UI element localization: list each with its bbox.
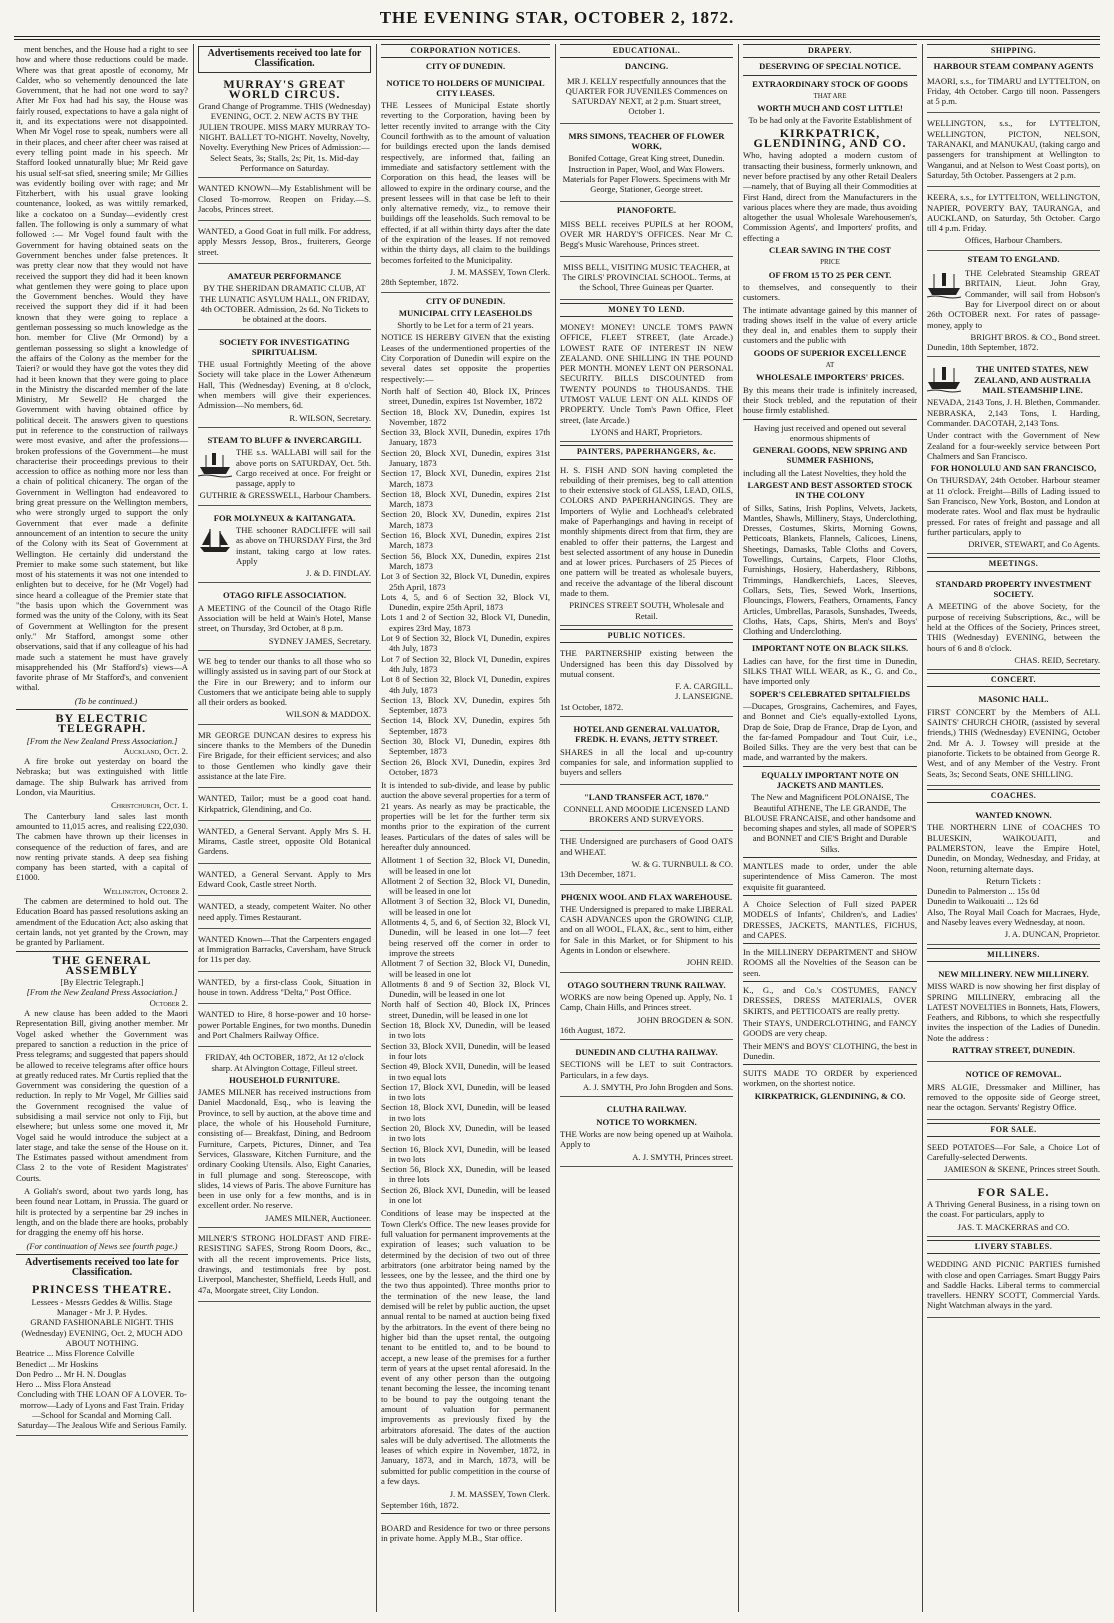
standard-text: A MEETING of the above Society, for the purpose of receiving Subscriptions, &c., will be held at the Offices of the Society, Princes street, THIS (Wednesday) EVENING, between the hours of 6 and 8 o'clock. [927,601,1100,653]
lease-item: Lots 1 and 2 of Section 32, Block VI, Dunedin, expires 23rd May, 1873 [381,612,550,633]
clutha2-title: CLUTHA RAILWAY. [606,1104,687,1115]
allotment-item: Section 17, Block XVI, Dunedin, will be leased in two lots [381,1081,550,1103]
trunk-signature: JOHN BROGDEN & SON. [637,1014,733,1025]
notice-text: THE Lessees of Municipal Estate shortly reverting to the Corporation, having been by letter recently invited to arrange with the City Council forthwith as to the amount of valuation for buildings erected upon the lands demised respectively, are informed that, failing an immediate and satisfactory settlement with the Corporation on this head, the leases will be allowed to expire in the ordinary course, and the present lessees will in that case be left to their only alternative remedy, viz., to remove their buildings off the leaseholds. Such removal to be effected, if at all within thirty days after the date of the expiration of the leases. If not removed within the thirty days, all claim to the buildings becomes forfeited to the Municipality. [381,100,550,265]
assembly-date: October 2. [149,997,188,1008]
allotment-item: North half of Section 40, Block IX, Princes street, Dunedin, will be leased in one lot [381,999,550,1020]
dateline-auckland: Auckland, Oct. 2. [123,745,188,756]
lease-item: Section 18, Block XV, Dunedin, expires 1st November, 1872 [381,406,550,427]
phoenix-title: PHŒNIX WOOL AND FLAX WAREHOUSE. [560,891,733,902]
land-title: "LAND TRANSFER ACT, 1870." [583,791,709,802]
telegraph-source: [From the New Zealand Press Association.] [26,735,178,746]
wanted-goat-ad: WANTED, a Good Goat in full milk. For address, apply Messrs Jessop, Bros., fruiterers, George street. [198,226,371,257]
circus-title: MURRAY'S GREAT WORLD CIRCUS. [223,76,346,101]
conditions-text: Conditions of lease may be inspected at the Town Clerk's Office. The new leases provide for full valuation for permanent improvements at the expiration of leases; such valuation to be determined by the decision of two out of three arbitrators (one arbitrator being named by the lessees, one by the lessee, and the third one by the two thus appointed). Three months prior to the termination of the new lease, the land demised will be relet by public auction, the upset annual rental to be named at auction being fixed by the arbitrators. In the event of there being no higher bid than the upset rental, the outgoing tenant to be entitled to, and to be bound to accept, a new lease of the premises for a further term of years at the upset rental aforesaid. In the event of any other person than the outgoing tenant becoming the lessee, the incoming tenant to be bound to pay the outgoing tenant the amount of valuation for permanent improvements as previously fixed by the arbitrators aforesaid. The dates of the auction sales will be duly advertised. The allotments the leases of which expire in November, 1872, in January, 1873, and in March, 1873, will be submitted for public competition in the course of a few days. [381,1208,550,1487]
britain-signature: BRIGHT BROS. & CO., Bond street. [970,331,1100,342]
potatoes-signature: JAMIESON & SKENE, Princes street South. [944,1164,1100,1175]
wanted-known-ad: WANTED KNOWN—My Establishment will be Closed To-morrow. Reopen on Friday.—S. Jacobs, Princes street. [198,183,371,214]
fare-row: Dunedin to Waikouaiti ... 12s 6d [927,896,1039,907]
lease-item: Section 18, Block XVI, Dunedin, expires 21st March, 1873 [381,488,550,510]
black-silks-text: Ladies can have, for the first time in Dunedin, SILKS THAT WILL WEAR, as K., G. and Co., have imported only [743,655,917,687]
assembly-subheading: [By Electric Telegraph.] [60,977,144,988]
harbour-title: HARBOUR STEAM COMPANY AGENTS [933,61,1094,72]
conditions-signature: J. M. MASSEY, Town Clerk. [449,1489,550,1500]
suits-text: SUITS MADE TO ORDER by experienced workmen, on the shortest notice. [743,1068,917,1089]
keera-text: KEERA, s.s., for LYTTELTON, WELLINGTON, NAPIER, POVERTY BAY, TAURANGA, and AUCKLAND, on Saturday, 5th October. Cargo till 4 p.m. Friday. [927,192,1100,234]
divider [16,709,188,710]
column-news [16,44,188,1612]
circus-ad [198,75,371,179]
cast-item: Hero ... Miss Flora Anstead [16,1379,111,1390]
masonic-title: MASONIC HALL. [978,694,1049,705]
society-text: THE usual Fortnightly Meeting of the above Society will take place in the Lower Athenæum Hall, This (Wednesday) Evening, at 8 o'clock, when members will give their experiences. Admission—No members, 6d. [198,359,371,411]
steam-title: STEAM TO BLUFF & INVERCARGILL [207,434,362,445]
pawn-text: MONEY! MONEY! UNCLE TOM'S PAWN OFFICE, FLEET STREET, (late Arcade.) LOWEST RATE OF INTEREST IN NEW ZEALAND. ONE SHILLING IN THE POUND PER MONTH. MONEY LENT ON PERSONAL SECURITY. BILLS DISCOUNTED from TWENTY POUNDS to THOUSANDS. THE UTMOST VALUE LENT ON ALL KINDS OF PROPERTY. Uncle Tom's Pawn Office, Fleet street, (late Arcade.) [560,321,733,425]
lease-item: Lot 7 of Section 32, Block VI, Dunedin, expires 4th July, 1873 [381,653,550,674]
lease-item: Section 14, Block XV, Dunedin, expires 5th September, 1873 [381,715,550,736]
kg-text: Who, having adopted a modern custom of transacting their business, formerly unknown, and never before practised by any other Retail Dealers—namely, that of Buying all their Commodities at First Hand, direct from the Manufacturers in the various places where they are made, thus avoiding altogether the usual Wholesale Warehousemen's, Commission Agents', and Importers' profits, and effecting a [743,150,917,243]
evans-ad [560,720,733,784]
section-heading: SHIPPING. [927,44,1100,58]
assembly-text: A new clause has been added to the Maori Representation Bill, giving another member. Mr Vogel asked whether the Government was prepared to sanction a reduction in the price of Press telegrams; and suggested that papers should be allowed to receive telegrams after office hours at greatly reduced rates. Mr Curtis replied that the Government was considering the question of a reduction. In reply to Mr Vogel, Mr Gillies said the Government recognised the value of subsidising a mail service not only to Fiji, but elsewhere; but unless some one moved it, Mr Vogel said he would introduce the subject at a later stage, and take the sense of the House on it. The Estimates passed without amendment from Class 2 to the vote of Resident Magistrates' Courts. [16,1008,188,1183]
duncan-thanks: MR GEORGE DUNCAN desires to express his sincere thanks to the Members of the Dunedin Fire Brigade, for their efficient services; and also to those Gentlemen who kindly gave their assistance at the late Fire. [198,729,371,781]
wanted-ad: WANTED, a General Servant. Apply to Mrs Edward Cook, Castle street North. [198,868,371,889]
parliament-text: ment benches, and the House had a right to see how and where those reductions could be made. Where was that great apostle of economy, Mr Calder, who so vehemently denounced the late Government, that he had not one word to say? After Mr Fox had had his say, the House was fairly roused, expectations to have a gala night of it, and its expectations were not disappointed. When Mr Vogel rose to speak, numbers were all in their places, and cheer after cheer was raised at every telling point made in his speech. Mr Stafford looked unnaturally blue; Mr Reid gave his usual self-sat sfied, sneering smile; Mr Gillies was evidently boiling over with rage; and Mr Fitzherbert, with his usual grave looking countenance, looked, as was wittily remarked, like a cockatoo on a Sunday—evidently crest fallen. The following is only a summary of what followed :— Mr Vogel found fault with the Government for having obtained seats on the Government benches under false pretences. It was pretty clear now that they would not have received the support they did had it been known what gentlemen they were going to place upon the Government benches. Would they have received the support they did if it had been known that they were going to replace a gentleman possessing so much knowledge as the hon. member for Clive (Mr Ormond) by a gentleman possessing so slight a knowledge of the affairs of the Colony as the member for the Taieri? or would they have got the votes they did had it been known that they were going to place in the Ministry the discarded member of the late Ministry, Mr Sewell? He charged the Government with having obtained office by political deceit. The answers given to questions put in reference to the construction of railways were most evasive, and after the professions—broken professions of the Government—he must characterise their proceedings previous to their accession to office as nothing more nor less than a chain of political chicanery. The organ of the Government in Wellington had endeavored to bring great pressure on the Wellington members, who were strongly urged to support the only Government that ever made a definite announcement of an intention to secure the unity of the Colony with its Seat of Government at Wellington. He certainly did understand the Premier to make some such statement, but like most of his statements it was not one intended to enlighten but to deceive, for he (Mr Vogel) had since heard a colleague of the Premier state that "the basis upon which the Government was formed was the unity of the Colony, with its Seat of Government at Wellington for the present only." Mr Stafford, amongst some other observations, said that if any colleague of his had made such a statement he must have gravely misapprehended his (Mr Stafford's) views—A favorite phrase of Mr Stafford's, and convenient withal. [16,44,188,693]
section-heading: LIVERY STABLES. [927,1240,1100,1254]
connell-text: CONNELL AND MOODIE LICENSED LAND BROKERS AND SURVEYORS. [563,803,730,825]
coaches-ad [927,806,1100,945]
theatre-title: PRINCESS THEATRE. [32,1282,172,1297]
allotment-item: Section 18, Block XVI, Dunedin, will be leased in two lots [381,1102,550,1123]
notice-title: NOTICE TO HOLDERS OF MUNICIPAL CITY LEASES. [386,77,545,98]
forsale-signature: JAS. T. MACKERRAS and CO. [957,1221,1070,1232]
intended-text: It is intended to sub-divide, and lease by public auction the above several properties for a term of 21 years. As nearly as may be practicable, the properties will be let for the further term six months prior to the expiration of the current leases. Particulars of the dates of sales will be hereafter duly announced. [381,780,550,852]
steamship-icon [198,449,232,479]
lease-item: Section 26, Block XVI, Dunedin, expires 3rd October, 1873 [381,756,550,777]
molyneux-ad [198,509,371,584]
rifle-text: A MEETING of the Council of the Otago Rifle Association will be held at Wain's Hotel, Manse street, on Thursday, 3rd October, at 8 p.m. [198,602,371,634]
sopers-title: SOPER'S CELEBRATED SPITALFIELDS [749,688,911,699]
assembly-heading: THE GENERAL ASSEMBLY [52,952,152,977]
leaseholds-sub: Shortly to be Let for a term of 21 years. [397,320,534,331]
lease-item: Section 33, Block XVII, Dunedin, expires 17th January, 1873 [381,427,550,448]
lease-item: Section 20, Block XV, Dunedin, expires 21st March, 1873 [381,509,550,530]
pawn-signature: LYONS and HART, Proprietors. [590,426,703,437]
phoenix-signature: JOHN REID. [686,957,733,968]
radcliffe-signature: J. & D. FINDLAY. [306,568,371,579]
customers-text: to themselves, and consequently to their customers. [743,281,917,303]
allotment-item: Section 20, Block XV, Dunedin, will be leased in two lots [381,1122,550,1144]
parliament-report [16,44,188,706]
wanted-ad: WANTED, by a first-class Cook, Situation in house in town. Address "Delta," Post Office. [198,976,371,998]
notice-date: 28th September, 1872. [381,277,459,288]
britain-text: THE Celebrated Steamship GREAT BRITAIN, Lieut. John Gray, Commander, will sail from Hobson's Bay for Liverpool direct on or about 26th OCTOBER next. For rates of passage-money, apply to [927,268,1100,330]
radcliffe-text: THE schooner RADCLIFFE will sail as above on THURSDAY First, the 3rd instant, taking cargo at low rates. Apply [236,524,371,566]
price-of: PRICE [820,258,840,267]
fish-ad [560,463,733,626]
lease-item: Lots 4, 5, and 6 of Section 32, Block VI, Dunedin, expire 25th April, 1873 [381,591,550,613]
largest-title: LARGEST AND BEST ASSORTED STOCK IN THE COLONY [747,479,913,501]
keera-ad [927,190,1100,250]
clutha-text: SECTIONS will be LET to suit Contractors. Particulars, in a few days. [560,1059,733,1080]
jackets-title: EQUALLY IMPORTANT NOTE ON JACKETS AND MANTLES. [761,769,899,790]
partnership-signature: F. A. CARGILL. [675,681,733,692]
wanted-ad: WANTED, Tailor; must be a good coat hand. Kirkpatrick, Glendining, and Co. [198,793,371,814]
black-silks-title: IMPORTANT NOTE ON BLACK SILKS. [751,643,909,654]
honolulu-title: FOR HONOLULU AND SAN FRANCISCO, [930,463,1097,474]
forsale-text: A Thriving General Business, in a rising town on the coast. For particulars, apply to [927,1199,1100,1220]
allotment-list [381,855,550,1205]
rattray-address: RATTRAY STREET, DUNEDIN. [952,1045,1075,1056]
allotment-item: Allotment 2 of Section 32, Block VI, Dunedin, will be leased in one lot [381,875,550,897]
partnership-signature: J. LANSEIGNE. [674,691,733,702]
jackets-text: The New and Magnificent POLONAISE, The Beautiful ATHENE, The LE GRANDE, The BLOUSE FRANCAISE, and other handsome and becoming shapes and styles, all made of SOPER'S and BONNET and CIE'S Bright and Durable Silks. [743,792,917,854]
christchurch-news: The Canterbury land sales last month amounted to 11,015 acres, and realising £22,030. The cabmen have thrown up their licenses in consequence of the reduction of fares, and are now renting private stands. A deep sea fishing company has been started, with a capital of £1000. [16,810,188,883]
rifle-title: OTAGO RIFLE ASSOCIATION. [222,590,347,601]
lease-item: Section 13, Block XV, Dunedin, expires 5th September, 1873 [381,694,550,716]
favorite-text: To be had only at the Favorite Establishment of [748,115,912,126]
milner-text: JAMES MILNER has received instructions from Daniel Macdonald, Esq., who is leaving the Province, to sell by auction, at the above time and place, the whole of his Household Furniture, consisting of— Breakfast, Dining, and Bedroom Furniture, Carpets, Pictures, Dinner, and Tea Services, Glassware, Kitchen Furniture, and the ordinary Cooking Utensils. Also, Eight Canaries, in full plumage and song. Stereoscope, with slides, 14 views of Paris. The above Furniture has been in use only for a few months, and is in excellent order. No reserve. [198,1087,371,1211]
that-are: THAT ARE [813,91,847,100]
mail-line-ad [927,360,1100,554]
section-heading: CONCERT. [927,673,1100,687]
livery-ad: WEDDING AND PICNIC PARTIES furnished with close and open Carriages. Smart Buggy Pairs and Saddle Hacks. Liberal terms to commercial travellers. HENRY SCOTT, Commercial Yards. Night Watchman always in the yard. [927,1259,1100,1311]
allotment-item: Section 16, Block XVI, Dunedin, will be leased in two lots [381,1143,550,1164]
theatre-ad [16,1280,188,1435]
wanted-ad: WANTED Known—That the Carpenters engaged at Immigration Barracks, Caversham, have Struck for 11s per day. [198,933,371,965]
allotment-item: Allotments 8 and 9 of Section 32, Block VI, Dunedin, will be leased in one lot [381,978,550,1000]
section-heading: EDUCATIONAL. [560,44,733,58]
lease-item: Lot 9 of Section 32, Block VI, Dunedin, expires 4th July, 1873 [381,633,550,654]
simons-title: MRS SIMONS, TEACHER OF FLOWER WORK, [568,130,725,152]
sword-news: A Goliah's sword, about two yards long, has been found near Lottam, in Prussia. The guard or hilt is protected by a serpentine bar 29 inches in length, and on the blade there are hooks, probably for dragging the enemy off his horse. [16,1186,188,1238]
lease-item: Section 17, Block XVI, Dunedin, expires 21st March, 1873 [381,468,550,489]
furniture-auction-ad [198,1050,371,1228]
trunk-title: OTAGO SOUTHERN TRUNK RAILWAY. [567,979,726,990]
society-signature: R. WILSON, Secretary. [289,412,371,423]
amateur-text: BY THE SHERIDAN DRAMATIC CLUB, AT THE LUNATIC ASYLUM HALL, ON FRIDAY, 4th OCTOBER. Admission, 2s 6d. No Tickets to be obtained at the doors. [199,283,370,325]
allotment-item: Section 18, Block XV, Dunedin, will be leased in two lots [381,1020,550,1041]
partnership-date: 1st October, 1872. [560,701,624,712]
column-educational [560,44,733,1612]
leaseholds-title: MUNICIPAL CITY LEASEHOLDS [398,307,533,318]
workmen-text: THE Works are now being opened up at Waihola. Apply to [560,1128,733,1150]
section-heading: PUBLIC NOTICES. [560,629,733,643]
masthead: THE EVENING STAR, OCTOBER 2, 1872. [379,8,735,27]
section-heading: MONEY TO LEND. [560,303,733,317]
received-text: Having just received and opened out several enormous shipments of [753,422,907,443]
column-divider [922,44,923,1612]
phoenix-ad [560,888,733,973]
sopers-text: —Ducapes, Grosgrains, Cachemires, and Fayes, and Bonnet and Cie's equally-extolled Lyons, Drap de Soie, Drap de France, Drap de Lyon, and the far-famed Pompadour and Tout Cuir, i.e., Boiled Silks. They are the very best that can be made, and warranted by the makers. [743,700,917,763]
mail-title: THE UNITED STATES, NEW ZEALAND, AND AUSTRALIA MAIL STEAMSHIP LINE. [974,364,1091,396]
honolulu-text: On THURSDAY, 24th October. Harbour steamer at 11 o'clock. Freight—Bills of Lading issued to San Francisco, New York, Boston, and London at moderate rates. Wool and flax must be hydraulic pressed. For rates of freight and passage and all further particulars, apply to [927,475,1100,537]
honolulu-signature: DRIVER, STEWART, and Co Agents. [968,539,1100,550]
lease-list [381,386,550,777]
wellington-ship-ad: WELLINGTON, s.s., for LYTTELTON, WELLINGTON, PICTON, NELSON, TARANAKI, and MANUKAU, (taking cargo and passengers for transhipment at Wellington to Wanganui, and at Nelson to West Coast ports), on Saturday, 5th October. Passengers at 2 p.m. [927,118,1100,180]
saving-title: CLEAR SAVING IN THE COST [769,245,891,256]
telegraph-heading: BY ELECTRIC TELEGRAPH. [55,711,149,736]
turnbull-date: 13th December, 1871. [560,869,637,880]
simons-text: Bonifed Cottage, Great King street, Dunedin. Instruction in Paper, Wool, and Wax Flowers. Materials for Paper Flowers. Specimens with Mr George, Stationer, George street. [562,153,731,195]
late-ads-heading: Advertisements received too late for Classification. [25,1256,179,1279]
concert-ad [927,690,1100,785]
removal-ad [927,1065,1100,1119]
column-divider [376,44,377,1612]
extraordinary-title: EXTRAORDINARY STOCK OF GOODS [752,78,908,89]
steamship-icon [927,364,961,394]
costumes-text: K., G., and Co.'s COSTUMES, FANCY DRESSES, DRESS MATERIALS, OVER SKIRTS, and PETTICOATS are really pretty. [743,985,917,1016]
schooner-icon [198,527,232,557]
wanted-known-title: WANTED KNOWN. [975,810,1052,821]
wellington-news: The cabmen are determined to hold out. The Education Board has passed resolutions asking an amendment of the Education Act; also asking that certain lands, not yet granted by the Crown, may be granted by Parliament. [16,896,188,948]
cast-list [16,1348,188,1389]
partnership-ad [560,646,733,717]
circus-text: Grand Change of Programme. THIS (Wednesday) EVENING, OCT. 2. NEW ACTS BY THE JULIEN TROUPE. MISS MARY MURRAY TO-NIGHT. BALLET TO-NIGHT. Novelty, Novelty, Novelty. Everything New Prices of Admission:—Select Seats, 3s; Stalls, 2s; Pit, 1s. Mid-day Performance on Saturday. [198,101,371,173]
wilson-signature: WILSON & MADDOX. [285,709,371,720]
lease-notice [381,74,550,293]
section-heading: PAINTERS, PAPERHANGERS, &c. [560,445,733,459]
per-cent: OF FROM 15 TO 25 PER CENT. [768,269,892,280]
simons-ad [560,127,733,202]
ward-text: MISS WARD is now showing her first display of SPRING MILLINERY, embracing all the LATEST NOVELTIES in Bonnets, Hats, Flowers, Feathers, and Ribbons, to which she respectfully invites the inspection of the Ladies of Dunedin. Note the address : [927,981,1100,1043]
fare-row: Dunedin to Palmerston ... 15s 0d [927,886,1040,897]
workmen-signature: A. J. SMYTH, Princes street. [632,1151,733,1162]
partnership-text: THE PARTNERSHIP existing between the Undersigned has been this day Dissolved by mutual consent. [560,648,733,679]
cast-item: Don Pedro ... Mr H. N. Douglas [16,1368,127,1379]
coaches-signature: J. A. DUNCAN, Proprietor. [1004,929,1100,940]
steam-bluff-ad [198,431,371,506]
safes-ad: MILNER'S STRONG HOLDFAST AND FIRE-RESISTING SAFES, Strong Room Doors, &c., with all the recent improvements. Price lists, drawings, and testimonials free by post. Liverpool, Manchester, Sheffield, Leeds Hull, and 47a, Moorgate street, City London. [198,1233,371,1295]
allotment-item: Section 33, Block XVII, Dunedin, will be leased in four lots [381,1040,550,1061]
maori-ad: MAORI, s.s., for TIMARU and LYTTELTON, on Friday, 4th October. Cargo till noon. Passengers at 5 p.m. [927,75,1100,107]
millinery-text: In the MILLINERY DEPARTMENT and SHOW ROOMS all the Novelties of the Season can be seen. [743,947,917,978]
society-ad [198,333,371,428]
turnbull-ad [560,834,733,884]
cast-item: Beatrice ... Miss Florence Colville [16,1348,135,1359]
wallabi-text: THE s.s. WALLABI will sail for the above ports on SATURDAY, Oct. 5th. Cargo received at once. For freight or passage, apply to [236,447,371,489]
pawn-ad [560,320,733,442]
conditions-date: September 16th, 1872. [381,1499,459,1510]
dateline-wellington: Wellington, October 2. [103,885,188,896]
masthead-rule-2 [14,39,1100,40]
superior-title: GOODS OF SUPERIOR EXCELLENCE [753,347,907,358]
lease-item: Lot 8 of Section 32, Block VI, Dunedin, expires 4th July, 1873 [381,674,550,695]
milner-signature: JAMES MILNER, Auctioneer. [265,1212,371,1223]
news-continuation-note: (For continuation of News see fourth page.) [26,1240,178,1251]
allotment-item: Section 26, Block XVI, Dunedin, will be leased in one lot [381,1184,550,1206]
cast-item: Benedict ... Mr Hoskins [16,1358,99,1369]
stays-text: Their STAYS, UNDERCLOTHING, and FANCY GOODS are very cheap. [743,1017,917,1039]
late-ads-heading: Advertisements received too late for Classification. [198,46,371,73]
section-heading: DRAPERY. [743,44,917,58]
continued-note: (To be continued.) [74,695,138,706]
fish-signature: PRINCES STREET SOUTH, Wholesale and Retail. [569,600,724,621]
special-notice-title: DESERVING OF SPECIAL NOTICE. [759,61,901,72]
column-late-ads [198,44,371,1612]
kelly-ad: MR J. KELLY respectfully announces that the QUARTER FOR JUVENILES Commences on SATURDAY NEXT, at 2 p.m. Stuart street, October 1. [565,75,728,117]
fish-text: H. S. FISH AND SON having completed the rebuilding of their premises, beg to call attention to their extensive stock of GLASS, LEAD, OILS, COLORS AND PAPERHANGINGS. They are Importers of Wylie and Lochhead's celebrated make of Paperhangings and having in receipt of monthly shipments direct from that firm, they are enabled to offer their patterns, the Largest and best selected assortment of any house in Dunedin and at lower prices. Purchasers of 25 Pieces of one pattern will be treated as wholesale buyers, and receive the advantage of the liberal discount made to them. [560,464,733,599]
standard-signature: CHAS. REID, Secretary. [1014,654,1100,665]
section-heading: COACHES. [927,789,1100,803]
allotment-item: Allotment 1 of Section 32, Block VI, Dunedin, will be leased in one lot [381,855,550,876]
wanted-ad: WANTED, a steady, competent Waiter. No other need apply. Times Restaurant. [198,901,371,922]
silks-text: of Silks, Satins, Irish Poplins, Velvets, Jackets, Mantles, Shawls, Millinery, Stays, Underclothing, Dresses, Costumes, Skirts, Morning Gowns, Petticoats, Blankets, Flannels, Calicoes, Linens, Sheetings, Damasks, Table Cloths and Covers, Towellings, Curtains, Carpets, Floor Cloths, Furnishings, Hosiery, Haberdashery, Ribbons, Trimmings, Handkerchiefs, Laces, Sleeves, Collars, Sets, Ties, Sewed Work, Insertions, Flouncings, Flowers, Feathers, Ornaments, Fancy Articles, Umbrellas, Parasols, Sunshades, Tweeds, Cloths, Hats, Caps, Shirts, Men's and Boys' Clothing and Underclothing. [743,502,917,637]
clutha-signature: A. J. SMYTH, Pro John Brogden and Sons. [582,1082,733,1093]
dancing-title: DANCING. [624,61,669,72]
furniture-title: HOUSEHOLD FURNITURE. [229,1074,340,1085]
notice-signature: J. M. MASSEY, Town Clerk. [449,266,550,277]
rifle-ad [198,586,371,650]
piano-title: PIANOFORTE. [616,204,677,215]
column-corporation [381,44,550,1612]
great-britain-ad [927,266,1100,357]
section-heading: MEETINGS. [927,557,1100,571]
leaseholds-intro: NOTICE IS HEREBY GIVEN that the existing Leases of the undermentioned properties of the City Corporation of Dunedin will expire on the several dates set opposite the properties respectively:— [381,332,550,384]
section-heading: MILLINERS. [927,948,1100,962]
wilson-text: WE beg to tender our thanks to all those who so willingly assisted us in saving part of our Stock at the Fire in our Brewery; and to inform our Customers that we anticipate being able to supply all their orders as booked. [198,655,371,708]
board-ad: BOARD and Residence for two or three persons in private home. Apply M.B., Star office. [381,1522,550,1543]
britain-date: Dunedin, 18th September, 1872. [927,342,1039,353]
removal-title: NOTICE OF REMOVAL. [965,1069,1062,1080]
footer-signature: KIRKPATRICK, GLENDINING, & CO. [754,1090,906,1101]
rifle-signature: SYDNEY JAMES, Secretary. [268,635,371,646]
turnbull-text: THE Undersigned are purchasers of Good OATS and WHEAT. [560,836,733,857]
molyneux-title: FOR MOLYNEUX & KAITANGATA. [213,512,356,523]
wilson-ad [198,654,371,725]
return-title: Return Tickets : [986,875,1041,886]
column-divider [738,44,739,1612]
lease-item: Section 20, Block XVI, Dunedin, expires 31st January, 1873 [381,447,550,468]
theatre-night: GRAND FASHIONABLE NIGHT. THIS (Wednesday) EVENING, Oct. 2, MUCH ADO ABOUT NOTHING. [21,1317,183,1348]
wanted-ad: WANTED to Hire, 8 horse-power and 10 horse-power Portable Engines, for two months. Dunedin and Port Chalmers Railway Office. [198,1009,371,1040]
column-drapery [743,44,917,1612]
masthead-rule [14,36,1100,37]
forsale-title: FOR SALE. [977,1184,1050,1199]
auckland-news: A fire broke out yesterday on board the Nebraska; but was extinguished with little damage. The ship Bulwark has arrived from London, via Mauritius. [16,756,188,798]
lease-item: Lot 3 of Section 32, Block VI, Dunedin, expires 25th April, 1873 [381,571,550,592]
city-title: CITY OF DUNEDIN. [425,61,506,72]
clutha-title: DUNEDIN AND CLUTHA RAILWAY. [575,1047,718,1058]
new-millinery-title: NEW MILLINERY. NEW MILLINERY. [938,968,1089,979]
column-shipping [927,44,1100,1612]
bell-ad: MISS BELL receives PUPILS at her ROOM, OVER MR HARDY'S OFFICES. Near Mr C. Begg's Music Warehouse, Princes street. [560,218,733,250]
city-title: CITY OF DUNEDIN. [425,295,506,306]
wallabi-signature: GUTHRIE & GRESSWELL, Harbour Chambers. [199,490,371,501]
lease-item: Section 30, Block VI, Dunedin, expires 8th September, 1873 [381,736,550,757]
lease-item: North half of Section 40, Block IX, Princes street, Dunedin, expires 1st November, 1872 [381,385,550,407]
allotment-item: Allotment 7 of Section 32, Block VI, Dunedin, will be leased in one lot [381,958,550,979]
amateur-title: AMATEUR PERFORMANCE [227,271,342,282]
at-label: AT [825,361,835,370]
mantles-text: MANTLES made to order, under the able superintendence of Miss Cameron. The most exquisite fit guaranteed. [743,861,917,892]
potatoes-ad [927,1140,1100,1180]
theatre-lessees: Lessees - Messrs Geddes & Willis. Stage Manager - Mr J. P. Hydes. [31,1296,173,1318]
steamship-icon [927,270,961,300]
offices: Offices, Harbour Chambers. [964,235,1063,246]
mail-ships: NEVADA, 2143 Tons, J. H. Blethen, Commander. NEBRASKA, 2,143 Tons, I. Harding, Commander. DACOTAH, 2,143 Tons. [927,397,1100,428]
assembly-source: [From the New Zealand Press Association.] [26,987,178,998]
trunk-railway-ad [560,976,733,1040]
section-heading: FOR SALE. [927,1123,1100,1137]
dateline-christchurch: Christchurch, Oct. 1. [111,800,188,811]
wholesale-title: WHOLESALE IMPORTERS' PRICES. [756,372,904,383]
trunk-text: WORKS are now being Opened up. Apply, No. 1 Camp, Chain Hills, and Princes street. [560,991,733,1013]
section-heading: CORPORATION NOTICES. [381,44,550,58]
algie-text: MRS ALGIE, Dressmaker and Milliner, has removed to the opposite side of George street, near the octagon. Servants' Registry Office. [927,1081,1100,1113]
lease-item: Section 16, Block XVI, Dunedin, expires 21st March, 1873 [381,530,550,551]
mail-text: Under contract with the Government of New Zealand for a four-weekly service between Port Chalmers and San Francisco. [927,430,1100,461]
allotment-item: Allotment 3 of Section 32, Block VI, Dunedin, will be leased in one lot [381,896,550,917]
coaches-text: THE NORTHERN LINE of COACHES TO BLUESKIN, WAIKOUAITI, and PALMERSTON, leave the Empire Hotel, Dunedin, on Monday, Wednesday, and Friday, at Noon, returning alternate days. [927,822,1100,874]
lease-item: Section 56, Block XX, Dunedin, expires 21st March, 1873 [381,550,550,571]
allotment-item: Section 56, Block XX, Dunedin, will be leased in three lots [381,1164,550,1185]
turnbull-signature: W. & G. TURNBULL & CO. [631,859,733,869]
boys-text: Their MEN'S and BOYS' CLOTHING, the best in Dunedin. [743,1040,917,1061]
workmen-ad [560,1100,733,1166]
patterns-text: A Choice Selection of Full sized PAPER MODELS of Infants', Children's, and Ladies' DRESSES, JACKETS, MANTLES, FICHUS, and CAPES. [743,898,917,940]
sale-date: FRIDAY, 4th OCTOBER, 1872, At 12 o'clock sharp. At Alvington Cottage, Filleul street. [205,1052,364,1073]
evans-title: HOTEL AND GENERAL VALUATOR, FREDK. H. EVANS, JETTY STREET. [573,724,720,745]
evans-text: SHARES in all the local and up-country companies for sale, and information supplied to buyers and sellers [560,746,733,778]
standard-ad [927,575,1100,670]
bell-visiting-ad: MISS BELL, VISITING MUSIC TEACHER, at The GIRLS' PROVINCIAL SCHOOL. Terms, at the School, Three Guineas per Quarter. [562,261,731,293]
means-text: By this means their trade is infinitely increased, their Stock trebled, and the reputation of their house firmly established. [743,384,917,416]
clutha-railway-ad [560,1043,733,1097]
amateur-ad [198,267,371,329]
intimate-text: The intimate advantage gained by this manner of trading shows itself in the value of every article they deal in, and enables them to supply their customers and the public with [743,304,917,346]
allotment-item: Section 49, Block XVII, Dunedin, will be leased in two equal lots [381,1061,550,1082]
phoenix-text: THE Undersigned is prepared to make LIBERAL CASH ADVANCES upon the GROWING CLIP, and on all WOOL, FLAX, &c., sent to him, either for Sale in this Market, or for Shipment to his Agents in London or elsewhere. [560,903,733,956]
england-title: STEAM TO ENGLAND. [967,253,1060,264]
kg-name: KIRKPATRICK, GLENDINING, AND CO. [753,125,907,151]
novelties-text: including all the Latest Novelties, they hold the [743,467,907,478]
land-transfer-ad [560,788,733,832]
allotment-item: Allotments 4, 5, and 6, of Section 32, Block VI, Dunedin, will be leased in one lot—7 feet being reserved off the corner in order to improve the streets [381,917,550,958]
worth-title: WORTH MUCH AND COST LITTLE! [757,103,903,114]
society-title: SOCIETY FOR INVESTIGATING SPIRITUALISM. [219,336,350,357]
wanted-ad: WANTED, a General Servant. Apply Mrs S. H. Mirams, Castle street, opposite Old Botanical Gardens. [198,825,371,857]
business-sale-ad [927,1183,1100,1237]
royal-mail-text: Also, The Royal Mail Coach for Macraes, Hyde, and Naseby leaves every Wednesday, at noon. [927,906,1100,928]
ward-ad [927,965,1100,1062]
column-divider [555,44,556,1612]
theatre-close: Concluding with THE LOAN OF A LOVER. To-morrow—Lady of Lyons and Fast Train. Friday—School for Scandal and Morning Call. Saturday—The Jealous Wife and Serious Family. [17,1389,187,1431]
column-divider [193,44,194,1612]
general-title: GENERAL GOODS, NEW SPRING AND SUMMER FASHIONS, [752,445,908,466]
trunk-date: 16th August, 1872. [560,1024,626,1035]
workmen-title: NOTICE TO WORKMEN. [596,1116,697,1127]
concert-text: FIRST CONCERT by the Members of ALL SAINTS' CHURCH CHOIR, (assisted by several friends,) THIS (Wednesday) EVENING, October 2nd. Mr A. J. Towsey will preside at the pianoforte. Tickets to be obtained from George R. West, and of any Member of the Vestry. Front Seats, 3s; Second Seats, ONE SHILLING. [927,706,1100,779]
potatoes-text: SEED POTATOES—For Sale, a Choice Lot of Carefully-selected Derwents. [927,1141,1100,1163]
standard-title: STANDARD PROPERTY INVESTMENT SOCIETY. [935,578,1092,600]
